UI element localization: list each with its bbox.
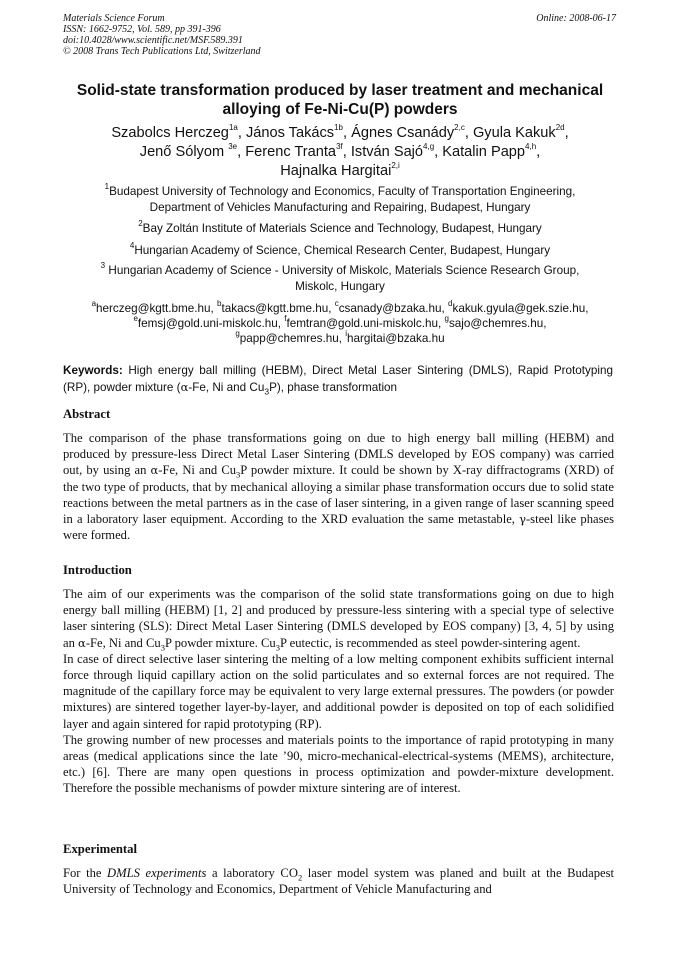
- journal-copyright: © 2008 Trans Tech Publications Ltd, Switzerland: [63, 46, 261, 57]
- author-name: Szabolcs Herczeg: [111, 125, 229, 141]
- email: csanady@bzaka.hu,: [338, 302, 449, 315]
- affiliation-line: $^4$Hungarian Academy of Science, Chemical Research Center, Budapest, Hungary: [129, 241, 551, 257]
- email: herczeg@kgtt.bme.hu,: [96, 302, 218, 315]
- email-line: $^e$femsj@gold.uni-miskolc.hu, $^f$femtran@gold.uni-miskolc.hu, $^g$sajo@chemres.hu,: [133, 314, 547, 330]
- section-heading-experimental: Experimental: [63, 842, 138, 856]
- author-list: [60, 124, 620, 181]
- email-line: $^a$herczeg@kgtt.bme.hu, $^b$takacs@kgtt.bme.hu, $^c$csanady@bzaka.hu, $^d$kakuk.gyula@gek.szie.hu,: [91, 299, 589, 315]
- author-line: Szabolcs Herczeg$^{1a}$, János Takács$^{1b}$, Ágnes Csanády$^{2,c}$, Gyula Kakuk$^{2d}$,: [111, 123, 569, 141]
- author-sup: 2d: [555, 123, 565, 133]
- author-sup: 2,c: [454, 123, 465, 133]
- keywords: Keywords: High energy ball milling (HEBM), Direct Metal Laser Sintering (DMLS), Rapid Prototyping (RP), powder mixture (α-Fe, Ni and $Cu_3P$), phase transformation: [63, 364, 613, 397]
- author-name: Katalin Papp: [442, 144, 526, 160]
- affiliation-sup: 1: [104, 182, 110, 192]
- author-name: Gyula Kakuk: [472, 125, 556, 141]
- author-sup: 4,g: [423, 142, 435, 152]
- email: hargitai@bzaka.hu: [347, 332, 445, 345]
- author-name: István Sajó: [350, 144, 424, 160]
- affiliation: [60, 221, 620, 237]
- author-line: Jenő Sólyom $^{3e}$, Ferenc Tranta$^{3f}$, István Sajó$^{4,g}$, Katalin Papp$^{4,h}$,: [139, 142, 541, 160]
- journal-name: Materials Science Forum: [63, 13, 165, 24]
- title-line: alloying of Fe-Ni-Cu(P) powders: [222, 101, 458, 118]
- affiliation-line: $^1$Budapest University of Technology and Economics, Faculty of Transportation Engineering,: [104, 182, 576, 198]
- affiliation-sup: 2: [138, 219, 143, 229]
- author-sup: 3e: [228, 142, 238, 152]
- affiliation-line: Department of Vehicles Manufacturing and Repairing, Budapest, Hungary: [149, 200, 531, 214]
- email: takacs@kgtt.bme.hu,: [221, 302, 335, 315]
- online-date: Online: 2008-06-17: [536, 13, 616, 24]
- affiliation-sup: 3: [100, 261, 106, 271]
- author-sup: 1b: [334, 123, 344, 133]
- affiliation-line: Miskolc, Hungary: [295, 279, 385, 293]
- affiliation-line: $^3$ Hungarian Academy of Science - University of Miskolc, Materials Science Research Group,: [100, 261, 580, 277]
- paper-title: [60, 81, 620, 119]
- journal-doi: doi:10.4028/www.scientific.net/MSF.589.391: [63, 35, 243, 46]
- author-sup: 1a: [228, 123, 238, 133]
- author-name: Ágnes Csanády: [351, 125, 455, 141]
- journal-issn: ISSN: 1662-9752, Vol. 589, pp 391-396: [63, 24, 221, 35]
- paragraph: The growing number of new processes and materials points to the importance of rapid prototyping in many areas (medical applications since the late ’90, micro-mechanical-electrical-systems (MEMS), architecture, etc.) [6]. There are many open questions in process optimization and powder-mixture development. Therefore the possible mechanisms of powder mixture sintering are of interest.: [63, 732, 614, 796]
- email-list: [60, 301, 620, 346]
- email: papp@chemres.hu,: [239, 332, 346, 345]
- author-name: János Takács: [245, 125, 335, 141]
- author-line: [60, 162, 620, 181]
- introduction-text: [63, 586, 614, 797]
- email: femsj@gold.uni-miskolc.hu,: [137, 317, 285, 330]
- author-name: Jenő Sólyom: [139, 144, 229, 160]
- affiliation: [60, 184, 620, 215]
- author-name: Hajnalka Hargitai: [280, 163, 392, 179]
- section-heading-abstract: Abstract: [63, 407, 111, 421]
- paragraph: The aim of our experiments was the comparison of the solid state transformations going on due to high energy ball milling (HEBM) [1, 2] and produced by pressure-less sintering with a special type of selective laser sintering (SLS): Direct Metal Laser Sintering (DMLS developed by EOS company) [3, 4, 5] by using an α-Fe, Ni and $Cu_3P$ powder mixture. $Cu_3P$ eutectic, is recommended as steel powder-sintering agent.: [63, 587, 614, 653]
- email: kakuk.gyula@gek.szie.hu,: [452, 302, 589, 315]
- journal-info: [63, 13, 261, 57]
- author-sup: 2,i: [391, 161, 400, 171]
- email-line: $^g$papp@chemres.hu, $^i$hargitai@bzaka.hu: [235, 329, 445, 345]
- paragraph: In case of direct selective laser sintering the melting of a low melting component exhibits sufficient internal force through liquid capillary action on the solid particulates and so external forces are not required. The magnitude of the capillary force may be equivalent to very large external pressures. The powders (or powder mixtures) are sintered together layer-by-layer, and additional powder is deposited on top of each solidified layer and again sintered for rapid prototyping (RP).: [63, 651, 614, 731]
- title-line: Solid-state transformation produced by laser treatment and mechanical: [76, 82, 604, 99]
- affiliation-sup: 4: [129, 241, 135, 251]
- section-heading-introduction: Introduction: [63, 563, 132, 577]
- email: femtran@gold.uni-miskolc.hu,: [286, 317, 445, 330]
- author-sup: 4,h: [525, 142, 537, 152]
- author-sup: 3f: [336, 142, 343, 152]
- experimental-text: For the DMLS experiments a laboratory $CO_2$ laser model system was planed and built at the Budapest University of Technology and Economics, Department of Vehicle Manufacturing and: [63, 866, 614, 897]
- author-name: Ferenc Tranta: [245, 144, 337, 160]
- keywords-label: Keywords:: [63, 364, 123, 377]
- email: sajo@chemres.hu,: [448, 317, 547, 330]
- abstract-text: The comparison of the phase transformations going on due to high energy ball milling (HEBM) and produced by pressure-less Direct Metal Laser Sintering (DMLS developed by EOS company) was carried out, by using an α-Fe, Ni and $Cu_3P$ powder mixture. It could be shown by X-ray diffractograms (XRD) of the two type of products, that by mechanical alloying a similar phase transformation occurs due to solid state reactions between the metal partners as in the case of laser sintering, in a given range of laser scanning speed in a laboratory laser equipment. According to the XRD evaluation the same metastable, γ-steel like phases were formed.: [63, 431, 614, 543]
- affiliation: [60, 243, 620, 259]
- affiliation-line: $^2$Bay Zoltán Institute of Materials Science and Technology, Budapest, Hungary: [138, 219, 542, 235]
- affiliation: [60, 263, 620, 294]
